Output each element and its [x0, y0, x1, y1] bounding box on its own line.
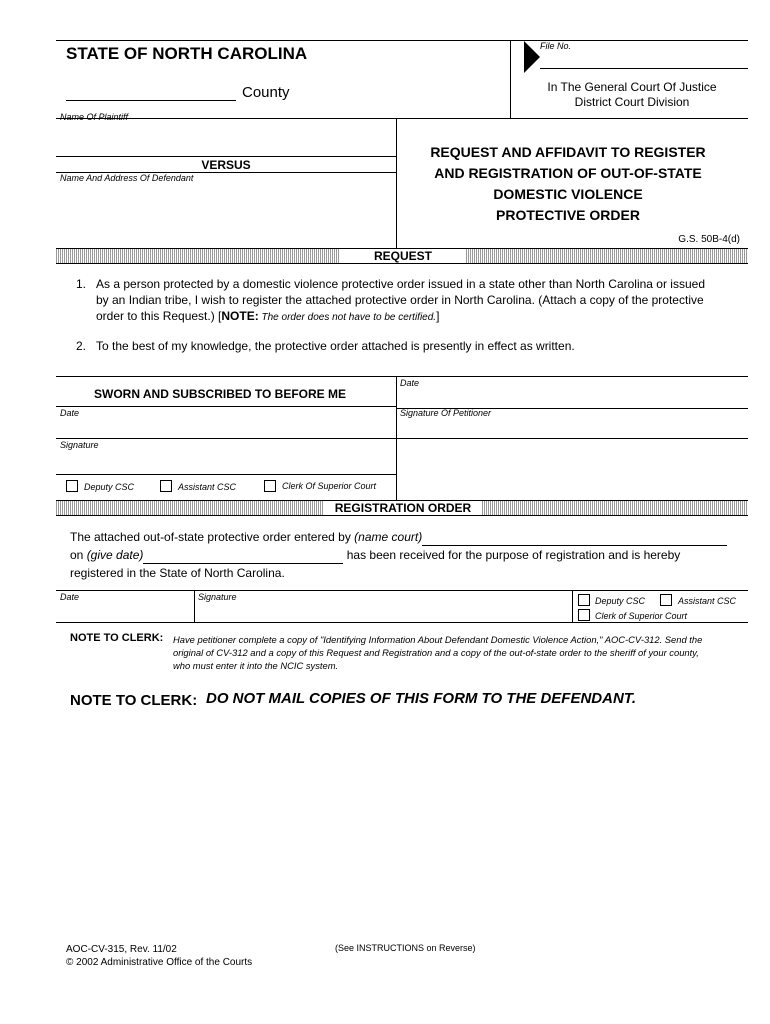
form-title: [396, 142, 740, 226]
give-date-hint: (give date): [86, 548, 144, 562]
registration-clerk-superior-court-checkbox[interactable]: [578, 609, 590, 621]
sworn-top-line: [56, 376, 748, 377]
clerk-note-label: NOTE TO CLERK:: [70, 632, 164, 644]
versus-label: VERSUS: [201, 158, 251, 172]
petitioner-date-field[interactable]: [400, 390, 744, 406]
footer-form-id: AOC-CV-315, Rev. 11/02: [66, 944, 177, 955]
registration-sig-bottom-line: [56, 622, 748, 623]
registration-signature-label: Signature: [198, 592, 237, 602]
top-border: [56, 40, 748, 41]
sworn-date-label: Date: [60, 408, 80, 418]
state-title: STATE OF NORTH CAROLINA: [66, 44, 308, 63]
registration-sig-top-line: [56, 590, 748, 591]
registration-heading: REGISTRATION ORDER: [324, 501, 482, 515]
name-court-hint: (name court): [354, 530, 423, 544]
registration-line-1: [70, 528, 746, 546]
title-line-2: AND REGISTRATION OF OUT-OF-STATE: [434, 165, 702, 181]
header-divider: [510, 40, 511, 118]
defendant-field[interactable]: [58, 186, 394, 242]
plaintiff-line: [56, 156, 396, 157]
county-field[interactable]: [66, 86, 236, 101]
request-item-1-line-3-start: order to this Request.) [: [96, 309, 222, 323]
sworn-clerk-superior-court-checkbox[interactable]: [264, 480, 276, 492]
note-label: NOTE:: [221, 309, 259, 323]
registration-line-2: [70, 546, 746, 564]
registration-clerk-superior-court-label: Clerk of Superior Court: [595, 611, 688, 621]
defendant-label: Name And Address Of Defendant: [60, 173, 194, 183]
registration-date-field[interactable]: [60, 604, 190, 620]
sworn-signature-top-line: [56, 438, 748, 439]
registration-deputy-csc-checkbox[interactable]: [578, 594, 590, 606]
sworn-signature-field[interactable]: [60, 452, 392, 472]
registration-line-1-text: The attached out-of-state protective order entered by: [70, 530, 355, 544]
registration-date-label: Date: [60, 592, 80, 602]
sworn-deputy-csc-checkbox[interactable]: [66, 480, 78, 492]
file-no-label: File No.: [540, 41, 572, 51]
request-item-1-line-1: As a person protected by a domestic violence protective order issued in a state other than North Carolina or issued: [96, 277, 705, 291]
file-no-field[interactable]: [542, 52, 747, 68]
note-text: The order does not have to be certified.: [258, 312, 437, 323]
registration-sig-divider: [572, 590, 573, 622]
title-line-4: PROTECTIVE ORDER: [496, 207, 640, 223]
sworn-assistant-csc-label: Assistant CSC: [178, 482, 237, 492]
sworn-heading-line: [56, 406, 396, 407]
court-name: [516, 80, 748, 110]
court-line-2: District Court Division: [574, 95, 690, 109]
registration-line-2-start: on: [70, 548, 87, 562]
registration-line-2-end: has been received for the purpose of registration and is hereby: [343, 548, 681, 562]
footer-copyright: © 2002 Administrative Office of the Courts: [66, 957, 253, 968]
sworn-signature-line: [56, 474, 396, 475]
petitioner-date-label: Date: [400, 378, 420, 388]
request-item-1-number: 1.: [76, 277, 87, 291]
footer-form-id-block: [66, 943, 252, 969]
title-line-1: REQUEST AND AFFIDAVIT TO REGISTER: [430, 144, 706, 160]
sworn-deputy-csc-label: Deputy CSC: [84, 482, 135, 492]
sworn-clerk-superior-court-label: Clerk Of Superior Court: [282, 481, 377, 491]
plaintiff-label: Name Of Plaintiff: [60, 112, 129, 122]
clerk-note-line-2: original of CV-312 and a copy of this Request and Registration and a copy of the out-of-state order to the sheriff of your county,: [173, 647, 699, 658]
sworn-heading: SWORN AND SUBSCRIBED TO BEFORE ME: [94, 387, 347, 401]
registration-assistant-csc-checkbox[interactable]: [660, 594, 672, 606]
request-item-2-number: 2.: [76, 339, 87, 353]
petitioner-signature-label: Signature Of Petitioner: [400, 408, 492, 418]
request-heading: REQUEST: [340, 249, 466, 263]
sworn-assistant-csc-checkbox[interactable]: [160, 480, 172, 492]
title-line-3: DOMESTIC VIOLENCE: [493, 186, 643, 202]
footer-instructions: (See INSTRUCTIONS on Reverse): [335, 943, 476, 953]
plaintiff-field[interactable]: [58, 124, 394, 154]
registration-line-3: registered in the State of North Carolina.: [70, 566, 285, 580]
registration-assistant-csc-label: Assistant CSC: [678, 596, 737, 606]
request-item-1-line-2: by an Indian tribe, I wish to register the attached protective order in North Carolina. (Attach a copy of the protective: [96, 293, 704, 307]
sworn-date-field[interactable]: [60, 420, 392, 436]
clerk-note-line-3: who must enter it into the NCIC system.: [173, 660, 339, 671]
county-label: County: [242, 84, 290, 101]
big-note-text: DO NOT MAIL COPIES OF THIS FORM TO THE DEFENDANT.: [206, 690, 637, 707]
registration-text: [70, 528, 746, 582]
clerk-note-text: [173, 633, 748, 672]
file-no-line: [540, 68, 748, 69]
registration-signature-field[interactable]: [198, 604, 568, 620]
petitioner-signature-field[interactable]: [400, 420, 744, 438]
header-bottom-line: [56, 118, 748, 119]
request-item-2: To the best of my knowledge, the protective order attached is presently in effect as written.: [96, 339, 575, 353]
request-item-1-line-3-end: ]: [436, 309, 440, 323]
request-item-1-line-3: [96, 308, 746, 326]
court-line-1: In The General Court Of Justice: [547, 80, 717, 94]
name-court-field[interactable]: [422, 531, 727, 546]
big-note-label: NOTE TO CLERK:: [70, 692, 198, 709]
registration-date-divider: [194, 590, 195, 622]
registration-deputy-csc-label: Deputy CSC: [595, 596, 646, 606]
give-date-field[interactable]: [143, 549, 343, 564]
statute-ref: G.S. 50B-4(d): [678, 234, 740, 245]
clerk-note-line-1: Have petitioner complete a copy of "Identifying Information About Defendant Domestic Violence Action," AOC-CV-312. Send the: [173, 634, 703, 645]
sworn-signature-label: Signature: [60, 440, 99, 450]
request-item-1: [96, 276, 746, 326]
